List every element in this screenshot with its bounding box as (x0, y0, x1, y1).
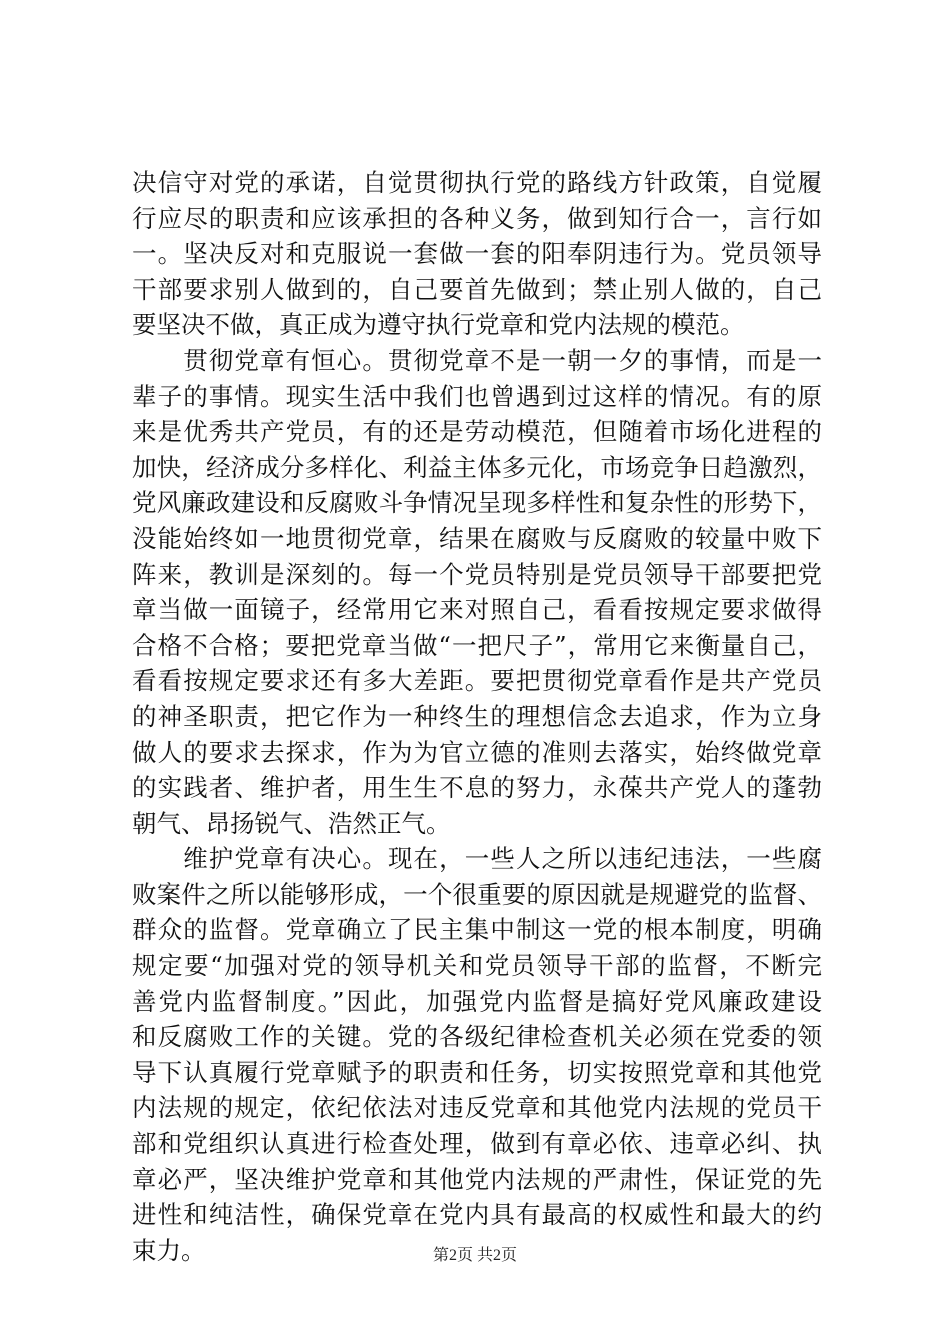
text-line: 阵来，教训是深刻的。每一个党员特别是党员领导干部要把党 (132, 559, 822, 589)
page-footer (0, 1245, 950, 1267)
text-line: 群众的监督。党章确立了民主集中制这一党的根本制度，明确 (132, 915, 822, 945)
text-line: 贯彻党章有恒心。贯彻党章不是一朝一夕的事情，而是一 (132, 345, 822, 375)
body-text (132, 165, 822, 1268)
text-line: 进性和纯洁性，确保党章在党内具有最高的权威性和最大的约 (132, 1200, 822, 1230)
text-line: 规定要“加强对党的领导机关和党员领导干部的监督，不断完 (132, 951, 822, 981)
text-line: 部和党组织认真进行检查处理，做到有章必依、违章必纠、执 (132, 1129, 822, 1159)
text-line: 导下认真履行党章赋予的职责和任务，切实按照党章和其他党 (132, 1057, 822, 1087)
text-line: 加快，经济成分多样化、利益主体多元化，市场竞争日趋激烈， (132, 452, 822, 482)
text-line: 和反腐败工作的关键。党的各级纪律检查机关必须在党委的领 (132, 1022, 822, 1052)
text-line: 党风廉政建设和反腐败斗争情况呈现多样性和复杂性的形势下， (132, 488, 822, 518)
text-line: 行应尽的职责和应该承担的各种义务，做到知行合一，言行如 (132, 203, 822, 233)
page-number: 第2页 共2页 (432, 1247, 517, 1264)
text-line: 决信守对党的承诺，自觉贯彻执行党的路线方针政策，自觉履 (132, 168, 822, 197)
text-line: 的实践者、维护者，用生生不息的努力，永葆共产党人的蓬勃 (132, 773, 822, 803)
text-line: 束力。 (132, 1235, 206, 1265)
text-line: 辈子的事情。现实生活中我们也曾遇到过这样的情况。有的原 (132, 381, 822, 411)
text-line: 败案件之所以能够形成，一个很重要的原因就是规避党的监督、 (132, 879, 822, 909)
text-line: 看看按规定要求还有多大差距。要把贯彻党章看作是共产党员 (132, 666, 822, 696)
text-line: 干部要求别人做到的，自己要首先做到；禁止别人做的，自己 (132, 274, 822, 304)
text-line: 维护党章有决心。现在，一些人之所以违纪违法，一些腐 (132, 844, 822, 874)
text-line: 的神圣职责，把它作为一种终生的理想信念去追求，作为立身 (132, 701, 822, 731)
text-line: 没能始终如一地贯彻党章，结果在腐败与反腐败的较量中败下 (132, 523, 822, 553)
text-line: 内法规的规定，依纪依法对违反党章和其他党内法规的党员干 (132, 1093, 822, 1123)
text-line: 合格不合格；要把党章当做“一把尺子”，常用它来衡量自己， (132, 630, 822, 660)
text-line: 朝气、昂扬锐气、浩然正气。 (132, 808, 451, 838)
text-line: 善党内监督制度。”因此，加强党内监督是搞好党风廉政建设 (132, 986, 822, 1016)
text-line: 章必严，坚决维护党章和其他党内法规的严肃性，保证党的先 (132, 1164, 822, 1194)
text-line: 章当做一面镜子，经常用它来对照自己，看看按规定要求做得 (132, 595, 822, 625)
text-line: 做人的要求去探求，作为为官立德的准则去落实，始终做党章 (132, 737, 822, 767)
text-line: 来是优秀共产党员，有的还是劳动模范，但随着市场化进程的 (132, 417, 822, 447)
text-line: 要坚决不做，真正成为遵守执行党章和党内法规的模范。 (132, 310, 745, 340)
text-line: 一。坚决反对和克服说一套做一套的阳奉阴违行为。党员领导 (132, 239, 822, 269)
